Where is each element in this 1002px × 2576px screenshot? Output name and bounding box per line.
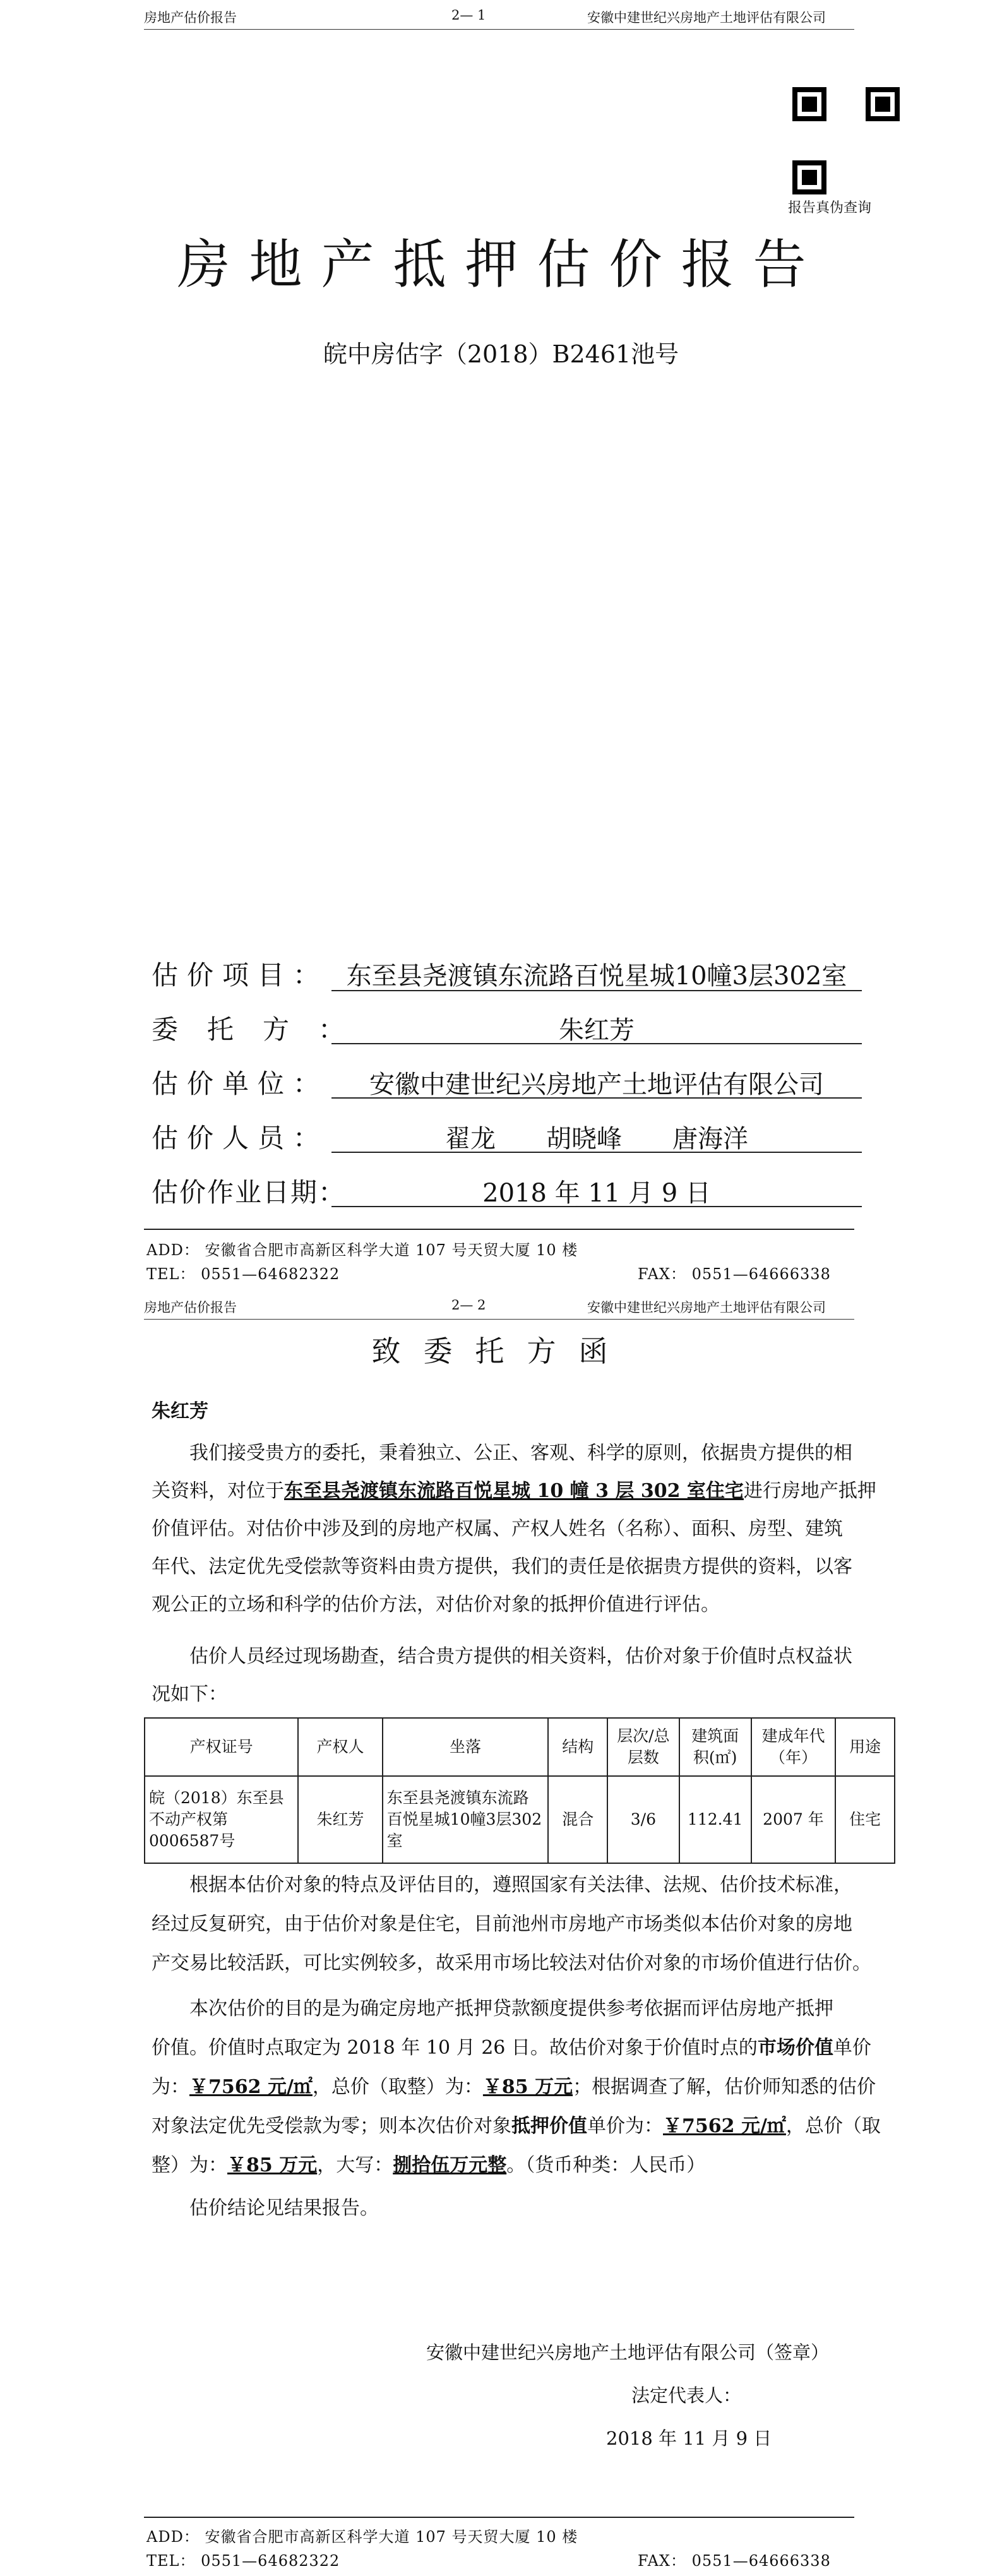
- table-header-cell: 用途: [835, 1718, 895, 1776]
- paragraph-line: 本次估价的目的是为确定房地产抵押贷款额度提供参考依据而评估房地产抵押: [189, 1998, 833, 2020]
- text: 单价: [833, 2037, 871, 2059]
- text: ，总价（取: [785, 2115, 881, 2137]
- text: 进行房地产抵押: [743, 1480, 876, 1502]
- table-row: [145, 1776, 895, 1863]
- field-label-appraiser-org: 估价单位：: [152, 1068, 329, 1099]
- header-rule: [144, 1319, 854, 1320]
- text: 为：: [152, 2076, 189, 2098]
- paragraph-line: 观公正的立场和科学的估价方法，对估价对象的抵押价值进行评估。: [152, 1594, 720, 1616]
- paragraph-line: 估价人员经过现场勘查，结合贵方提供的相关资料，估价对象于价值时点权益状: [189, 1645, 852, 1667]
- field-underline: [331, 1206, 862, 1207]
- field-label-project: 估价项目：: [152, 960, 329, 991]
- mortgage-unit-price: ￥7562 元/㎡: [663, 2115, 786, 2137]
- field-value-project: 东至县尧渡镇东流路百悦星城10幢3层302室: [346, 962, 847, 991]
- header-left: 房地产估价报告: [144, 1300, 237, 1315]
- field-label-work-date: 估价作业日期：: [152, 1177, 347, 1208]
- table-header-cell: 产权人: [298, 1718, 382, 1776]
- market-value-label: 市场价值: [757, 2037, 833, 2059]
- table-header-cell: 结构: [548, 1718, 607, 1776]
- header-page-number: 2— 1: [451, 8, 486, 23]
- table-header-cell: 层次/总层数: [607, 1718, 679, 1776]
- property-info-table: [144, 1717, 895, 1864]
- header-left: 房地产估价报告: [144, 10, 237, 25]
- text: 整）为：: [152, 2154, 227, 2176]
- field-value-client: 朱红芳: [559, 1016, 635, 1045]
- footer-rule: [144, 2517, 854, 2518]
- footer-fax: FAX： 0551—64666338: [638, 1265, 831, 1283]
- footer-fax: FAX： 0551—64666338: [638, 2552, 831, 2570]
- header-right: 安徽中建世纪兴房地产土地评估有限公司: [587, 10, 826, 25]
- field-underline: [331, 1043, 862, 1044]
- paragraph-line: 我们接受贵方的委托，秉着独立、公正、客观、科学的原则，依据贵方提供的相: [189, 1442, 852, 1464]
- mortgage-value-label: 抵押价值: [511, 2115, 587, 2137]
- field-underline: [331, 990, 862, 991]
- report-title: 房地产抵押估价报告: [177, 234, 825, 295]
- qr-caption: 报告真伪查询: [788, 200, 872, 216]
- footer-address: ADD： 安徽省合肥市高新区科学大道 107 号天贸大厦 10 楼: [146, 1241, 578, 1259]
- table-cell: 112.41: [679, 1776, 751, 1863]
- field-value-appraiser-org: 安徽中建世纪兴房地产土地评估有限公司: [369, 1070, 824, 1099]
- table-cell: 东至县尧渡镇东流路百悦星城10幢3层302室: [383, 1776, 549, 1863]
- paragraph-line: 根据本估价对象的特点及评估目的，遵照国家有关法律、法规、估价技术标准，: [189, 1874, 852, 1896]
- table-header-row: [145, 1718, 895, 1776]
- paragraph-line: 经过反复研究，由于估价对象是住宅，目前池州市房地产市场类似本估价对象的房地: [152, 1913, 852, 1935]
- signature-representative: 法定代表人：: [631, 2385, 742, 2406]
- paragraph-line: 年代、法定优先受偿款等资料由贵方提供，我们的责任是依据贵方提供的资料，以客: [152, 1556, 852, 1578]
- total-price-value: ￥85 万元: [482, 2076, 573, 2098]
- paragraph-line: 估价结论见结果报告。: [189, 2197, 379, 2219]
- table-cell: 皖（2018）东至县不动产权第0006587号: [145, 1776, 298, 1863]
- paragraph-line: [152, 2071, 876, 2104]
- text: 对象法定优先受偿款为零；则本次估价对象: [152, 2115, 511, 2137]
- footer-address: ADD： 安徽省合肥市高新区科学大道 107 号天贸大厦 10 楼: [146, 2528, 578, 2546]
- text: ；根据调查了解，估价师知悉的估价: [573, 2076, 876, 2098]
- footer-tel: TEL： 0551—64682322: [146, 2552, 340, 2570]
- table-header-cell: 产权证号: [145, 1718, 298, 1776]
- mortgage-total-price: ￥85 万元: [227, 2154, 318, 2176]
- header-rule: [144, 29, 854, 30]
- field-value-appraisers: 翟龙 胡晓峰 唐海洋: [445, 1124, 748, 1154]
- table-cell: 朱红芳: [298, 1776, 382, 1863]
- field-label-appraisers: 估价人员：: [152, 1123, 329, 1154]
- paragraph-line: [152, 1475, 876, 1508]
- amount-in-words: 捌拾伍万元整: [393, 2154, 507, 2176]
- unit-price-value: ￥7562 元/㎡: [189, 2076, 313, 2098]
- footer-rule: [144, 1229, 854, 1230]
- paragraph-line: 价值评估。对估价中涉及到的房地产权属、产权人姓名（名称）、面积、房型、建筑: [152, 1518, 843, 1540]
- table-header-cell: 建成年代（年）: [751, 1718, 836, 1776]
- footer-tel: TEL： 0551—64682322: [146, 1265, 340, 1283]
- paragraph-line: [152, 2032, 871, 2065]
- table-header-cell: 建筑面积(㎡): [679, 1718, 751, 1776]
- text: 关资料，对位于: [152, 1480, 284, 1502]
- text: ，大写：: [317, 2154, 393, 2176]
- table-header-cell: 坐落: [383, 1718, 549, 1776]
- text: 。（货币种类：人民币）: [506, 2154, 706, 2176]
- header-page-number: 2— 2: [451, 1297, 486, 1313]
- qr-code-icon: [792, 87, 900, 194]
- signature-company: 安徽中建世纪兴房地产土地评估有限公司（签章）: [426, 2342, 830, 2363]
- field-value-work-date: 2018 年 11 月 9 日: [482, 1179, 711, 1208]
- salutation: 朱红芳: [152, 1400, 208, 1422]
- paragraph-line: [152, 2110, 881, 2143]
- text: 价值。价值时点取定为 2018 年 10 月 26 日。故估价对象于价值时点的: [152, 2037, 758, 2059]
- field-underline: [331, 1097, 862, 1099]
- field-underline: [331, 1152, 862, 1153]
- header-right: 安徽中建世纪兴房地产土地评估有限公司: [587, 1300, 826, 1315]
- document-number: 皖中房估字（2018）B2461池号: [323, 340, 679, 368]
- text: ，总价（取整）为：: [312, 2076, 483, 2098]
- table-cell: 混合: [548, 1776, 607, 1863]
- letter-title: 致委托方函: [371, 1334, 631, 1368]
- paragraph-line: 况如下：: [152, 1683, 227, 1705]
- field-label-client: 委托方：: [152, 1014, 374, 1045]
- table-cell: 2007 年: [751, 1776, 836, 1863]
- signature-date: 2018 年 11 月 9 日: [606, 2428, 772, 2449]
- text: 单价为：: [587, 2115, 663, 2137]
- property-address-bold: 东至县尧渡镇东流路百悦星城 10 幢 3 层 302 室住宅: [284, 1480, 744, 1502]
- paragraph-line: [152, 2149, 705, 2182]
- table-cell: 住宅: [835, 1776, 895, 1863]
- table-cell: 3/6: [607, 1776, 679, 1863]
- paragraph-line: 产交易比较活跃，可比实例较多，故采用市场比较法对估价对象的市场价值进行估价。: [152, 1952, 871, 1974]
